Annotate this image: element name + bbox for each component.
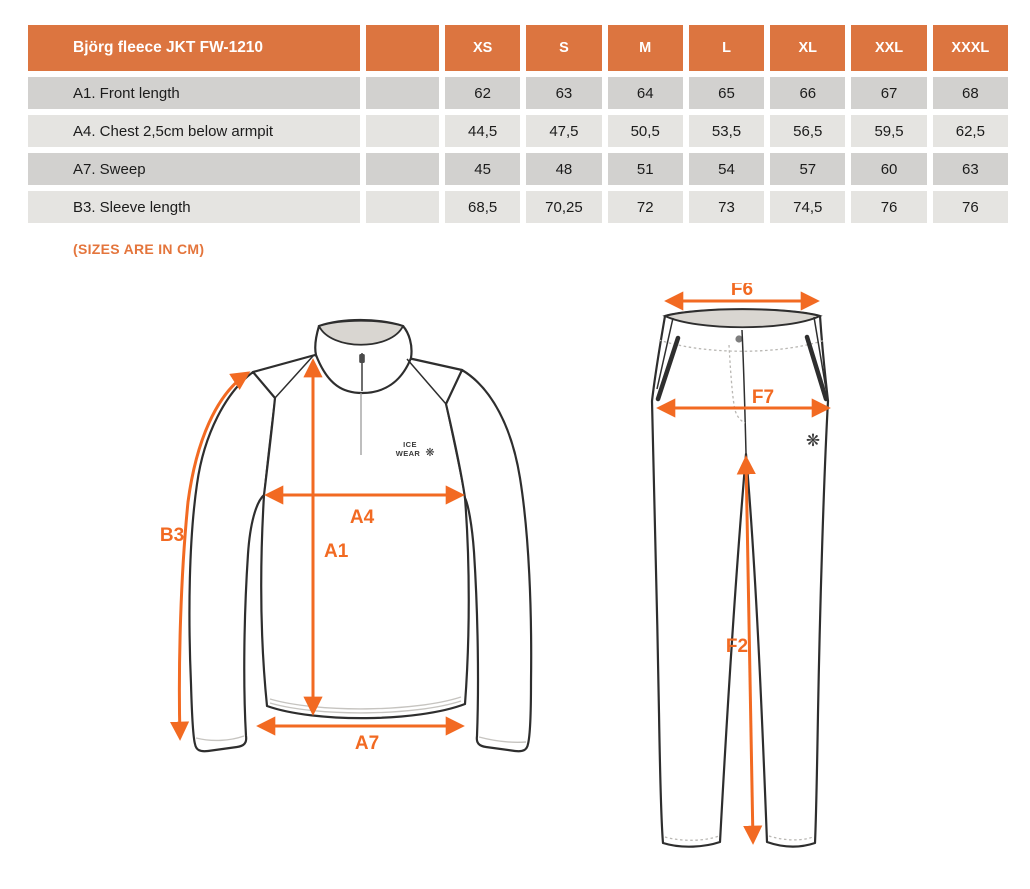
table-value: 66 [770,77,845,109]
spacer-cell [366,191,439,223]
snowflake-icon: ❋ [425,446,435,459]
table-value: 63 [933,153,1008,185]
size-header-xxl: XXL [851,25,926,71]
table-value: 63 [526,77,601,109]
row-label: A7. Sweep [28,153,360,185]
measure-label-a7: A7 [354,733,380,754]
size-header-xs: XS [445,25,520,71]
table-value: 48 [526,153,601,185]
table-value: 68 [933,77,1008,109]
snowflake-icon: ❋ [805,431,821,451]
row-label: A1. Front length [28,77,360,109]
measure-label-f2: F2 [725,636,749,657]
measure-label-b3: B3 [159,525,185,546]
table-value: 44,5 [445,115,520,147]
table-value: 56,5 [770,115,845,147]
table-value: 72 [608,191,683,223]
brand-logo-text: WEAR [395,449,421,458]
row-label: A4. Chest 2,5cm below armpit [28,115,360,147]
measure-label-f7: F7 [751,387,775,408]
row-label: B3. Sleeve length [28,191,360,223]
table-value: 53,5 [689,115,764,147]
table-value: 68,5 [445,191,520,223]
table-value: 62 [445,77,520,109]
table-value: 54 [689,153,764,185]
measure-label-a4: A4 [349,507,375,528]
table-value: 70,25 [526,191,601,223]
waist-button [735,335,742,342]
size-header-xxxl: XXXL [933,25,1008,71]
table-value: 67 [851,77,926,109]
table-value: 73 [689,191,764,223]
pants-body [652,309,828,846]
table-value: 60 [851,153,926,185]
table-value: 45 [445,153,520,185]
jacket-diagram [140,292,560,770]
measure-label-a1: A1 [324,541,349,562]
table-value: 50,5 [608,115,683,147]
table-value: 62,5 [933,115,1008,147]
size-header-l: L [689,25,764,71]
size-header-xl: XL [770,25,845,71]
table-value: 74,5 [770,191,845,223]
spacer-cell [366,77,439,109]
sizes-unit-note: (SIZES ARE IN CM) [73,241,205,257]
measure-label-f6: F6 [730,283,754,300]
table-value: 51 [608,153,683,185]
zipper-pull [359,354,365,363]
brand-logo-text: ICE [403,440,417,449]
product-title: Björg fleece JKT FW-1210 [28,25,360,71]
table-value: 65 [689,77,764,109]
spacer-cell [366,115,439,147]
table-value: 47,5 [526,115,601,147]
table-value: 76 [933,191,1008,223]
size-table [28,25,1008,223]
table-value: 76 [851,191,926,223]
spacer-header-cell [366,25,439,71]
pants-diagram [630,283,1030,868]
size-header-m: M [608,25,683,71]
spacer-cell [366,153,439,185]
size-header-s: S [526,25,601,71]
table-value: 59,5 [851,115,926,147]
table-value: 57 [770,153,845,185]
table-value: 64 [608,77,683,109]
